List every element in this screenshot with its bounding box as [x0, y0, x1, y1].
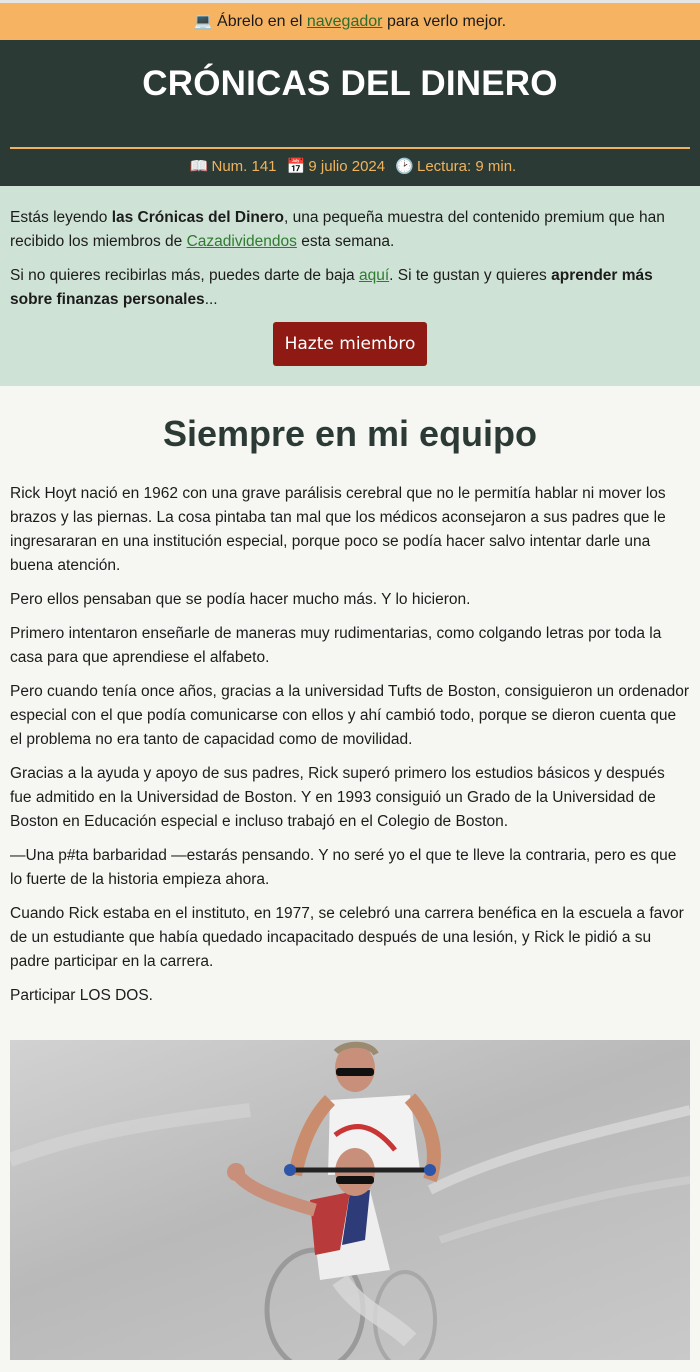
intro-box [0, 186, 700, 386]
intro-bold: aprender más sobre finanzas personales [10, 267, 653, 308]
issue-date: 9 julio 2024 [308, 158, 386, 175]
intro-text: Si no quieres recibirlas más, puedes darte de baja [10, 267, 355, 284]
intro-bold: las Crónicas del Dinero [111, 209, 284, 226]
intro-text: Estás leyendo [10, 209, 108, 226]
article [0, 412, 700, 1008]
race-illustration [10, 1040, 690, 1360]
issue-number: Num. 141 [211, 158, 277, 175]
article-title: Siempre en mi equipo [162, 413, 538, 454]
intro-text: , una pequeña muestra del contenido premium que han recibido los miembros de [10, 209, 665, 250]
intro-paragraph-2 [10, 264, 690, 312]
newsletter-title: CRÓNICAS DEL DINERO [142, 64, 558, 103]
intro-text: . Si te gustan y quieres [389, 267, 547, 284]
article-paragraph: Participar LOS DOS. [10, 987, 153, 1004]
browser-notice-bar [0, 3, 700, 40]
header-divider [10, 147, 690, 149]
browser-link[interactable]: navegador [306, 13, 383, 30]
article-paragraph: —Una p#ta barbaridad —estarás pensando. Y no seré yo el que te lleve la contraria, pero es que lo fuerte de la historia empieza ahora. [10, 847, 677, 888]
newsletter-header [0, 40, 700, 186]
computer-icon: 💻 [193, 12, 213, 30]
notice-text-before: Ábrelo en el [217, 13, 303, 30]
intro-text: ... [204, 291, 218, 308]
issue-meta [0, 157, 700, 175]
reading-time: Lectura: 9 min. [416, 158, 517, 175]
intro-paragraph-1 [10, 206, 690, 254]
article-paragraph: Primero intentaron enseñarle de maneras muy rudimentarias, como colgando letras por toda la casa para que aprendiese el alfabeto. [10, 625, 662, 666]
intro-text: esta semana. [301, 233, 395, 250]
cta-wrapper [10, 322, 690, 366]
article-paragraph: Pero cuando tenía once años, gracias a la universidad Tufts de Boston, consiguieron un ordenador especial con el que podía comunicarse con ellos y ahí cambió todo, porque se dieron cuenta que el problema no era tanto de capacidad como de movilidad. [10, 683, 690, 748]
join-member-button[interactable]: Hazte miembro [273, 322, 428, 366]
notice-text-after: para verlo mejor. [386, 13, 507, 30]
cazadividendos-link[interactable]: Cazadividendos [186, 233, 297, 250]
article-paragraph: Rick Hoyt nació en 1962 con una grave parálisis cerebral que no le permitía hablar ni mover los brazos y las piernas. La cosa pintaba tan mal que los médicos aconsejaron a sus padres que le ingresararan en una institución especial, porque poco se podía hacer salvo intentar darle una buena atención. [10, 485, 666, 574]
article-paragraph: Pero ellos pensaban que se podía hacer mucho más. Y lo hicieron. [10, 591, 471, 608]
unsubscribe-link[interactable]: aquí [358, 267, 390, 284]
clock-icon: 🕑 [395, 157, 414, 175]
book-icon: 📖 [189, 157, 209, 175]
article-paragraph: Gracias a la ayuda y apoyo de sus padres, Rick superó primero los estudios básicos y después fue admitido en la Universidad de Boston. Y en 1993 consiguió un Grado de la Universidad de Boston en Educación especial e incluso trabajó en el Colegio de Boston. [10, 765, 665, 830]
calendar-icon: 📅 [286, 157, 306, 175]
article-photo [10, 1040, 690, 1360]
article-paragraph: Cuando Rick estaba en el instituto, en 1977, se celebró una carrera benéfica en la escuela a favor de un estudiante que había quedado incapacitado después de una lesión, y Rick le pidió a su padre participar en la carrera. [10, 905, 684, 970]
